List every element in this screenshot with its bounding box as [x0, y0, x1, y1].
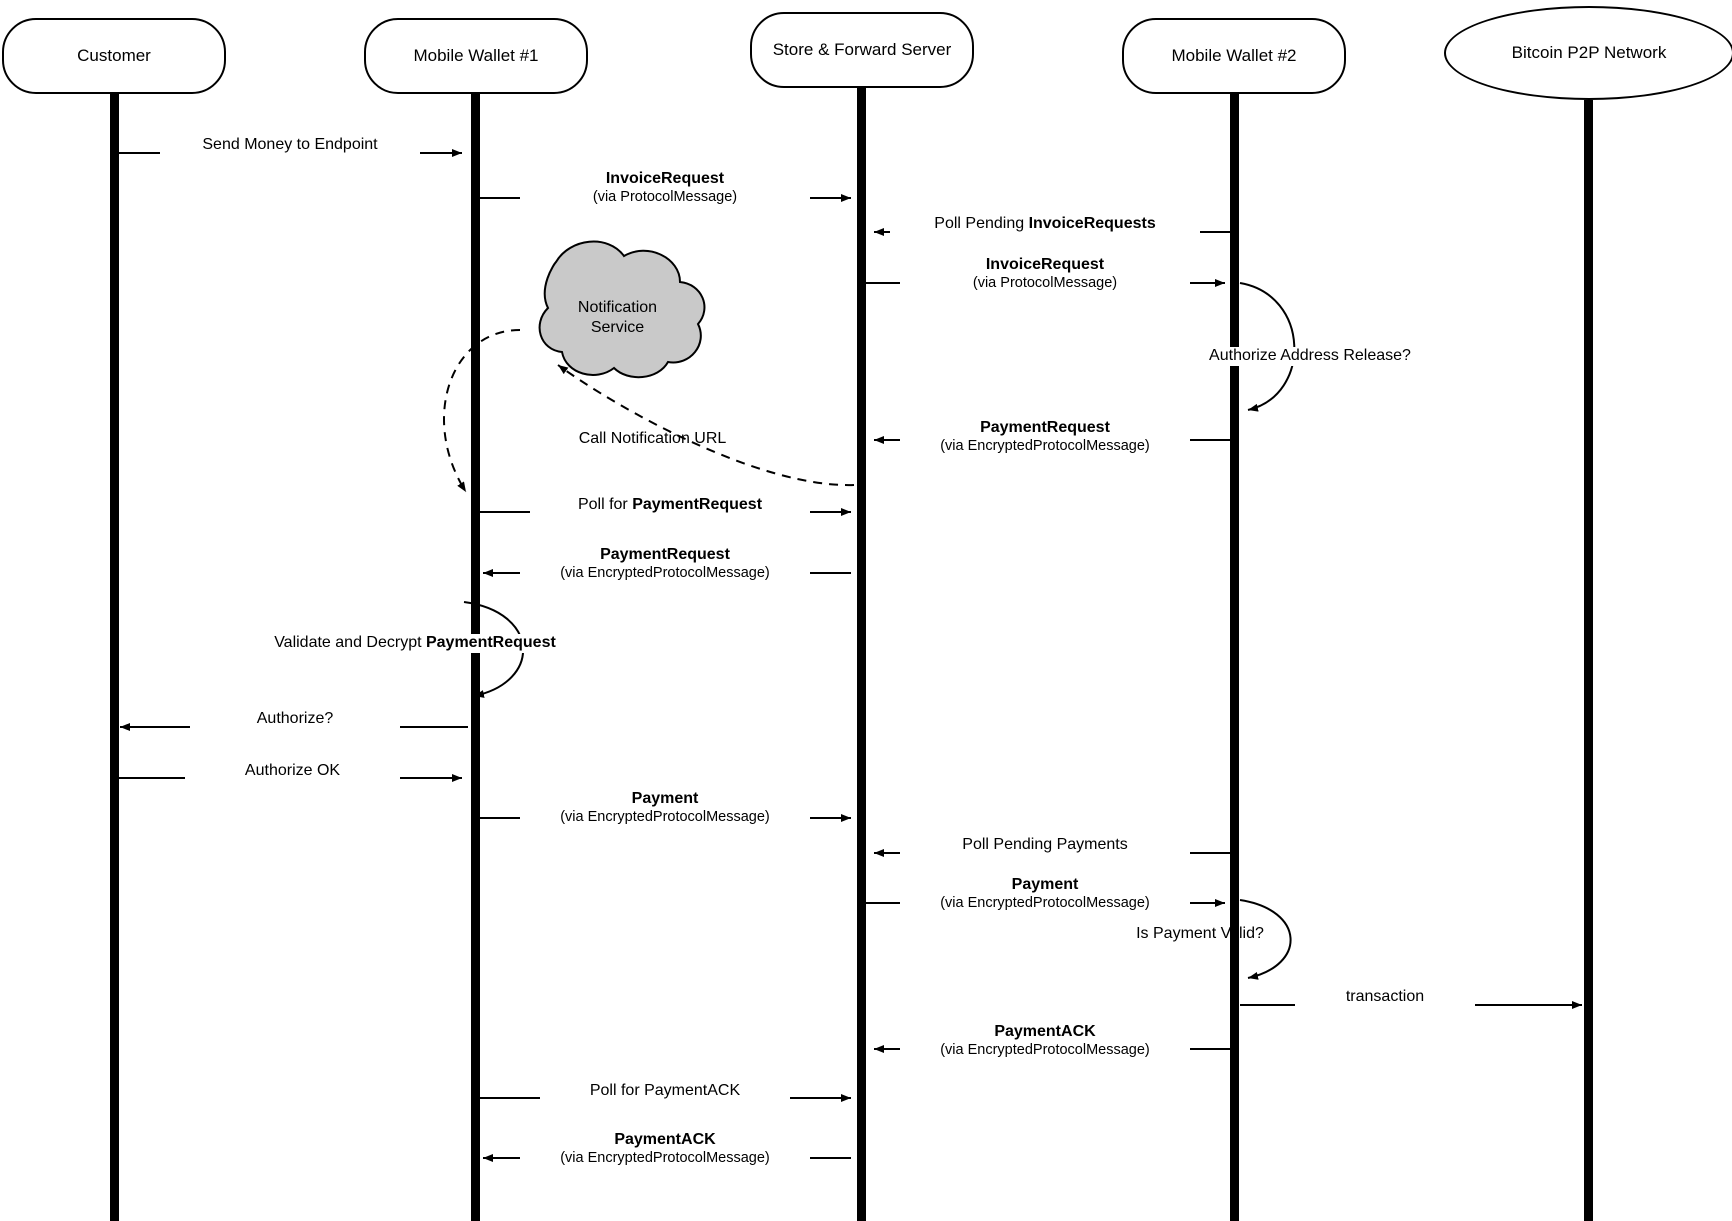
notification-service-node	[540, 288, 695, 348]
label-validate-decrypt-bold: PaymentRequest	[425, 634, 556, 651]
actor-mobile-wallet-2-label: Mobile Wallet #2	[1171, 46, 1297, 66]
label-poll-for-paymentrequest-pre: Poll for	[577, 496, 633, 513]
label-paymentrequest-to-wallet1-main: PaymentRequest	[600, 546, 730, 563]
label-authorize-question-text: Authorize?	[256, 710, 334, 727]
label-payment-to-server	[520, 790, 810, 826]
label-poll-for-paymentack	[540, 1082, 790, 1101]
label-is-payment-valid	[1085, 925, 1315, 944]
label-invoicerequest-2-sub: (via ProtocolMessage)	[972, 274, 1118, 291]
label-poll-pending-invoicerequests-pre: Poll Pending	[934, 215, 1029, 232]
label-payment-to-wallet2	[900, 876, 1190, 912]
label-paymentrequest-to-server	[900, 419, 1190, 455]
label-authorize-address-release-text: Authorize Address Release?	[1209, 347, 1411, 364]
label-poll-pending-invoicerequests	[890, 215, 1200, 234]
actor-mobile-wallet-2[interactable]	[1122, 18, 1346, 94]
label-transaction-text: transaction	[1345, 988, 1425, 1005]
actor-mobile-wallet-1-label: Mobile Wallet #1	[413, 46, 539, 66]
label-payment-to-server-sub: (via EncryptedProtocolMessage)	[560, 808, 770, 825]
label-paymentack-to-wallet1-sub: (via EncryptedProtocolMessage)	[560, 1149, 770, 1166]
label-paymentack-to-server-sub: (via EncryptedProtocolMessage)	[940, 1041, 1150, 1058]
actor-mobile-wallet-1[interactable]	[364, 18, 588, 94]
actor-bitcoin-p2p-network-label: Bitcoin P2P Network	[1511, 43, 1667, 63]
arrow-notification-to-wallet1	[444, 330, 520, 492]
label-paymentrequest-to-wallet1-sub: (via EncryptedProtocolMessage)	[560, 564, 770, 581]
label-paymentrequest-to-server-sub: (via EncryptedProtocolMessage)	[940, 437, 1150, 454]
label-authorize-address-release	[1185, 347, 1435, 366]
label-authorize-question	[190, 710, 400, 729]
label-send-money-text: Send Money to Endpoint	[202, 136, 378, 153]
label-send-money-to-endpoint	[160, 136, 420, 155]
arrow-call-notification-url	[558, 365, 854, 485]
lifeline-mobile-wallet-1	[471, 94, 480, 1221]
label-poll-for-paymentrequest-bold: PaymentRequest	[632, 496, 763, 513]
label-paymentack-to-wallet1	[520, 1131, 810, 1167]
actor-customer[interactable]	[2, 18, 226, 94]
label-payment-to-server-main: Payment	[631, 790, 699, 807]
label-validate-decrypt-paymentrequest	[245, 634, 585, 653]
label-poll-for-paymentrequest	[530, 496, 810, 515]
lifeline-store-forward-server	[857, 88, 866, 1221]
label-invoicerequest-1	[520, 170, 810, 206]
label-authorize-ok	[185, 762, 400, 781]
label-invoicerequest-1-main: InvoiceRequest	[605, 170, 725, 187]
lifeline-customer	[110, 94, 119, 1221]
label-paymentrequest-to-wallet1	[520, 546, 810, 582]
label-payment-to-wallet2-main: Payment	[1011, 876, 1079, 893]
label-invoicerequest-1-sub: (via ProtocolMessage)	[592, 188, 738, 205]
label-call-notification-url	[545, 430, 760, 449]
actor-customer-label: Customer	[77, 46, 151, 66]
label-transaction	[1295, 988, 1475, 1007]
label-authorize-ok-text: Authorize OK	[244, 762, 341, 779]
label-paymentack-to-wallet1-main: PaymentACK	[614, 1131, 716, 1148]
label-is-payment-valid-text: Is Payment Valid?	[1136, 925, 1264, 942]
notification-service-line1: Notification	[577, 299, 658, 316]
lifeline-bitcoin-p2p-network	[1584, 100, 1593, 1221]
actor-store-forward-server[interactable]	[750, 12, 974, 88]
actor-store-forward-server-label: Store & Forward Server	[772, 40, 952, 60]
actor-bitcoin-p2p-network[interactable]	[1444, 6, 1732, 100]
label-poll-pending-invoicerequests-bold: InvoiceRequests	[1028, 215, 1156, 232]
label-poll-pending-payments-text: Poll Pending Payments	[962, 836, 1128, 853]
label-payment-to-wallet2-sub: (via EncryptedProtocolMessage)	[940, 894, 1150, 911]
lifeline-mobile-wallet-2	[1230, 94, 1239, 1221]
notification-service-line2: Service	[590, 319, 645, 336]
label-call-notification-url-text: Call Notification URL	[578, 430, 727, 447]
label-poll-for-paymentack-text: Poll for PaymentACK	[589, 1082, 741, 1099]
label-paymentack-to-server	[900, 1023, 1190, 1059]
label-poll-pending-payments	[900, 836, 1190, 855]
label-invoicerequest-2-main: InvoiceRequest	[985, 256, 1105, 273]
label-paymentrequest-to-server-main: PaymentRequest	[980, 419, 1110, 436]
label-validate-decrypt-pre: Validate and Decrypt	[274, 634, 426, 651]
label-paymentack-to-server-main: PaymentACK	[994, 1023, 1096, 1040]
label-invoicerequest-2	[900, 256, 1190, 292]
